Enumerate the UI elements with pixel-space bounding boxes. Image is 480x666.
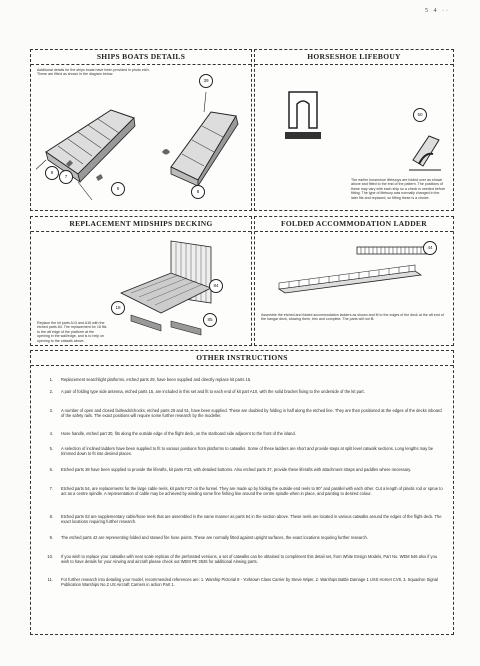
ships-boats-title: SHIPS BOATS DETAILS	[31, 50, 251, 65]
instructions-list	[39, 377, 445, 597]
callout-50: 50	[413, 108, 427, 122]
instruction-number: 5.	[49, 446, 53, 451]
instruction-text: The etched parts 42 are representing folded and stowed fire hose points. These are normally fitted against upright surfaces, the exact locations requiring further research.	[61, 535, 368, 540]
ladder-panel	[254, 216, 454, 346]
callout-9: 9	[45, 166, 59, 180]
instruction-text: A selection of inclined ladders have been supplied to fit to various positions from platforms to catwalks. Some of these ladders are short and provide steps at split level catwalk sections. Long lengths may be trimmed down to fit into desired places.	[61, 446, 434, 457]
ladder-title: FOLDED ACCOMMODATION LADDER	[255, 217, 453, 232]
midships-note: Replace the kit parts A13 and A16 with the etched parts 84. The replacement for 18 fits to the aft edge of the platform at the opening in the wall/edge, and is to help on opening to the catwalk above.	[37, 321, 107, 343]
instruction-number: 2.	[49, 389, 53, 394]
horseshoe-title: HORSESHOE LIFEBOUY	[255, 50, 453, 65]
instruction-number: 8.	[49, 514, 53, 519]
ladder-folded-drawing	[275, 261, 425, 301]
callout-84: 84	[209, 279, 223, 293]
ships-boat-drawing-left	[36, 82, 146, 202]
instruction-item	[39, 554, 445, 577]
instruction-text: Hose handle, etched part 30, fits along the outside edge of the flight deck, on the starboard side adjacent to the front of the island.	[61, 431, 296, 436]
instruction-item	[39, 467, 445, 486]
lifebuoy-drawing-fitted	[405, 130, 445, 175]
callout-39: 39	[199, 74, 213, 88]
ships-boats-intro: Additional details for the ships boats have been provided in photo etch. These are fitted as shown in the diagram below.	[37, 68, 150, 77]
callout-6: 6	[111, 182, 125, 196]
ladder-note: Assemble the etched and folded accommodation ladders as shown and fit to the edges of the deck at the aft end of the hangar deck, stowing them, trim and complete. The parts will not fit.	[261, 313, 444, 322]
instruction-text: Replacement searchlight platforms, etched parts 29, have been supplied and directly replace kit parts 15.	[61, 377, 252, 382]
instruction-text: Etched parts 38 have been supplied to provide the liferafts, kit parts F33, with detailed bottoms. Also etched parts 37, provide these liferafts with attachment straps and paddles where necessary.	[61, 467, 412, 472]
instruction-number: 1.	[49, 377, 53, 382]
instruction-text: Etched parts 53 are supplementary cable/hose reels that are assembled in the same manner as parts 54 in the section above. These reels are located in various catwalks around the edges of the flight deck. The exact locations requiring further research.	[61, 514, 442, 525]
instruction-text: Etched parts 54, are replacements for the large cable reels, kit parts F27 on the funnel. They are made up by folding the outside end reels to 90° and parallel with each other. Cut a length of plastic rod or sprue to act as a centre spindle. A representation of cable may be achieved by winding some fine fishing line around the centre spindle when in place, and painting to desired colour.	[61, 486, 443, 497]
instruction-item	[39, 446, 445, 467]
instruction-item	[39, 486, 445, 514]
instruction-number: 6.	[49, 467, 53, 472]
instruction-item	[39, 408, 445, 431]
callout-44: 44	[423, 241, 437, 255]
ships-boats-panel	[30, 49, 252, 211]
callout-8: 8	[191, 185, 205, 199]
instruction-item	[39, 389, 445, 408]
instruction-number: 4.	[49, 431, 53, 436]
callout-18: 18	[111, 301, 125, 315]
lifebuoy-drawing-flat	[283, 88, 323, 143]
instruction-number: 11.	[47, 577, 53, 582]
midships-decking-drawing	[101, 233, 221, 343]
other-instructions-panel	[30, 350, 454, 635]
other-instructions-title: OTHER INSTRUCTIONS	[31, 351, 453, 366]
midships-panel	[30, 216, 252, 346]
instruction-text: For further research into detailing your model, recommended references are: 1. Warship Pictorial 8 - Yorktown Class Carrier by Steve Wiper, 2. Warships Battle Damage 1 USS Hornet CV8, 3. Squadron Signal Publication Warships No.2 US Aircraft Carriers in action Part 1.	[61, 577, 438, 588]
instruction-item	[39, 377, 445, 389]
instruction-item	[39, 535, 445, 554]
horseshoe-panel	[254, 49, 454, 211]
instruction-item	[39, 431, 445, 446]
midships-title: REPLACEMENT MIDSHIPS DECKING	[31, 217, 251, 232]
callout-7: 7	[59, 170, 73, 184]
callout-85: 85	[203, 313, 217, 327]
instruction-number: 7.	[49, 486, 53, 491]
corner-mark: 5 4 ··	[425, 8, 450, 14]
instruction-number: 9.	[49, 535, 53, 540]
ships-boat-drawing-right	[156, 82, 246, 202]
instruction-item	[39, 577, 445, 597]
instruction-text: A number of open and closed fairleads/chocks, etched parts 29 and 51, have been supplied. These are doubled by folding in half along the etched line. They are then positioned at the edges of the decks inboard of the safety rails. The exact positions will require some further research by the modeller.	[61, 408, 442, 419]
instruction-text: If you wish to replace your catwalks with near scale replicas of the perforated versions, a set of catwalks can be obtained to compliment this detail set, from White Ensign Models, Part No. WEM 546 also if you wish to have details for your Airwing and aircraft please check out WEM PE 3526 for additional Airwing parts.	[61, 554, 438, 565]
instruction-text: A pair of folding type side antenna, etched parts 15, are included in this set and fit to each end of kit part A10, with the solid bracket fixing to the underside of the kit part.	[61, 389, 365, 394]
instruction-item	[39, 514, 445, 535]
instruction-number: 3.	[49, 408, 53, 413]
horseshoe-note: The earlier horseshoe lifebuoys are folded over as shown above and fitted to the end of the pattern. The positions of these may vary with each ship so a check is needed before fitting. The type of lifebuoy was normally changed in the later fits and replaced, so fitting these is a choice.	[351, 178, 446, 200]
instruction-number: 10.	[47, 554, 53, 559]
